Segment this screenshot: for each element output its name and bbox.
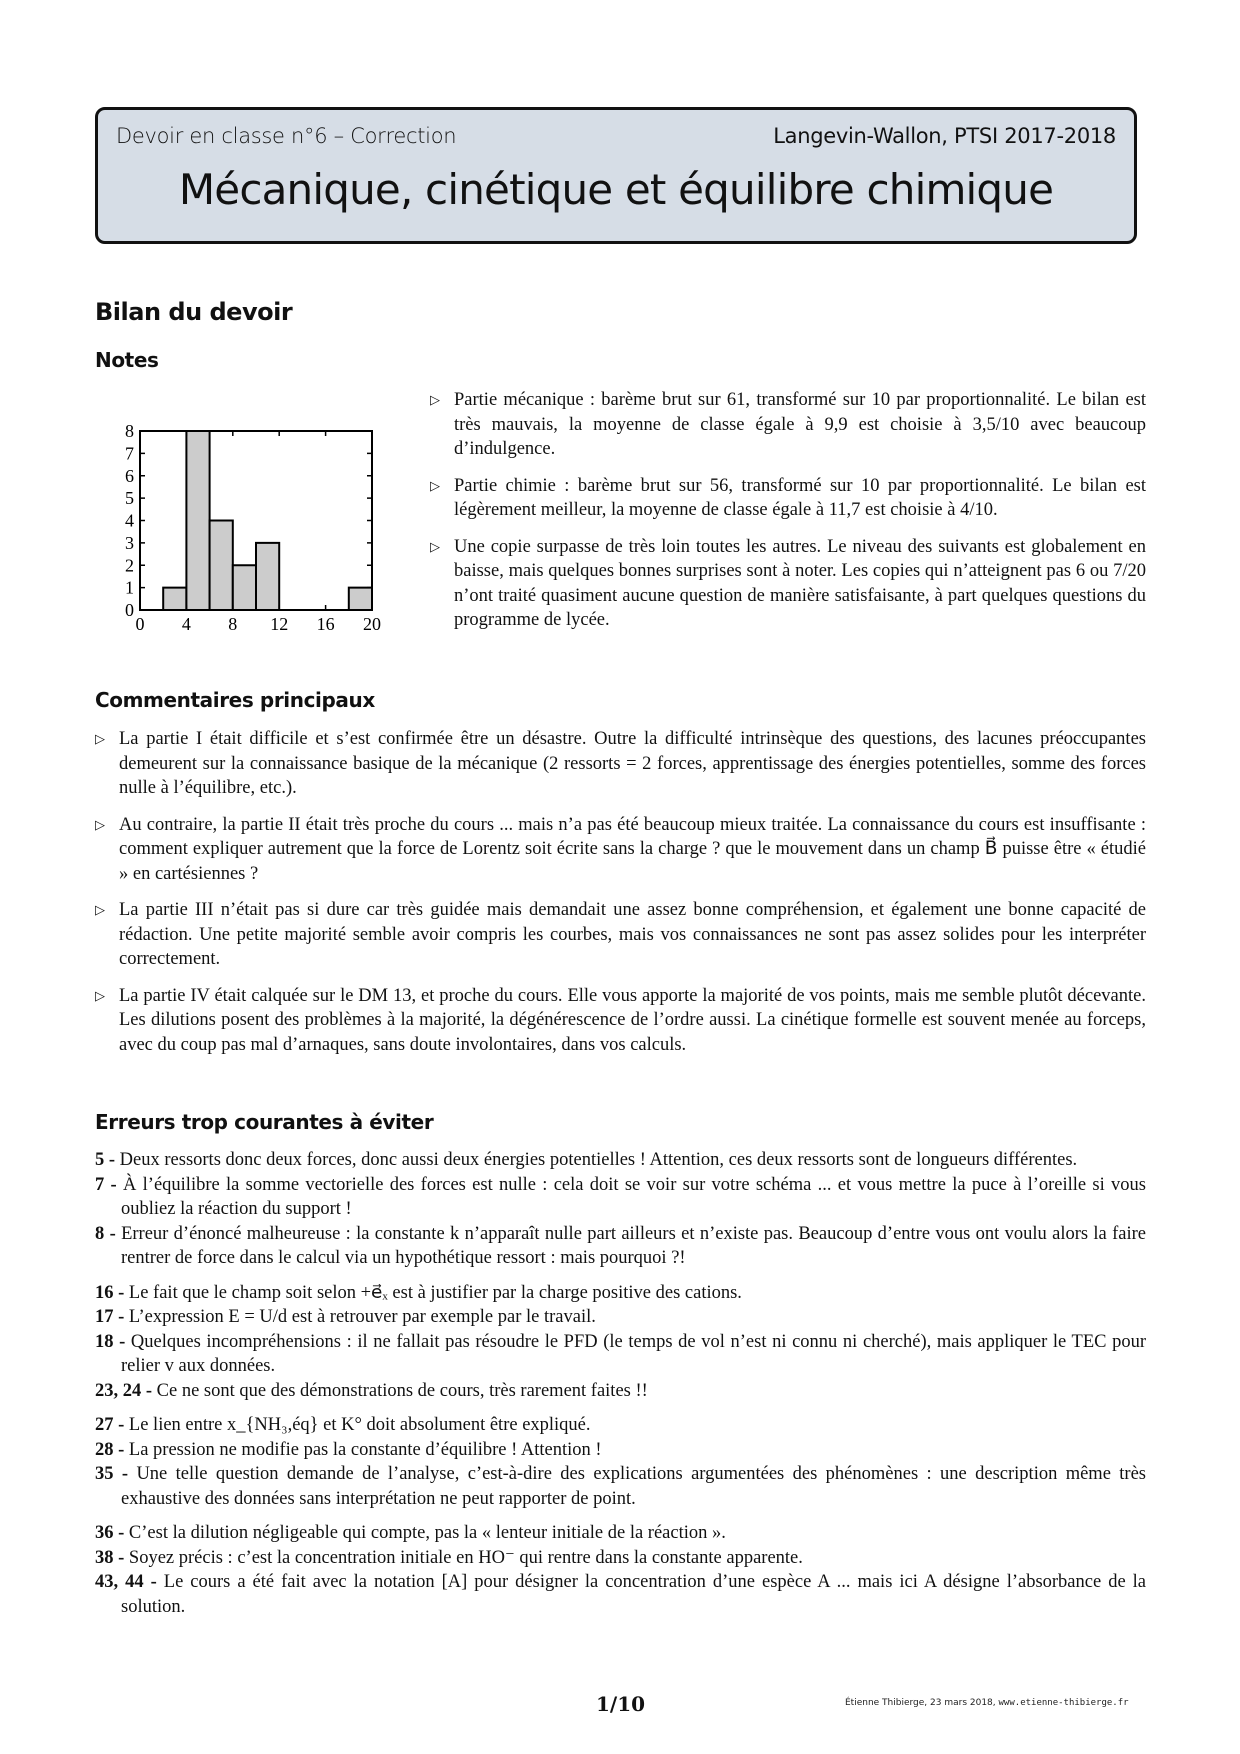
error-item: 36 - C’est la dilution négligeable qui compte, pas la « lenteur initiale de la réaction ». xyxy=(95,1523,726,1543)
grades-histogram xyxy=(110,420,400,645)
section-commentaires: Commentaires principaux xyxy=(95,688,375,712)
triangle-bullet-icon: ▷ xyxy=(95,816,105,832)
svg-text:20: 20 xyxy=(363,614,381,634)
error-item: 23, 24 - Ce ne sont que des démonstrations de cours, très rarement faites !! xyxy=(95,1380,648,1401)
error-item: 5 - Deux ressorts donc deux forces, donc aussi deux énergies potentielles ! Attention, ces deux ressorts sont de longueurs différentes. xyxy=(95,1150,1078,1170)
svg-text:1: 1 xyxy=(125,577,134,598)
header-left: Devoir en classe n°6 – Correction xyxy=(116,124,457,148)
svg-text:16: 16 xyxy=(316,614,335,634)
histogram-bar xyxy=(210,521,233,611)
comment-bullet: ▷ La partie IV était calquée sur le DM 13, et proche du cours. Elle vous apporte la majorité de vos points, mais me semble plutôt décevante. Les dilutions posent des problèmes à la majorité, la dégénérescence de l’ordre aussi. La cinétique formelle est souvent menée au forceps, avec du coup pas mal d’arnaques, sans doute involontaires, dans vos calculs. xyxy=(95,985,1146,1055)
histogram-bar xyxy=(256,543,279,610)
histogram-bar xyxy=(349,588,372,610)
svg-text:8: 8 xyxy=(228,614,238,634)
notes-bullet: ▷ Une copie surpasse de très loin toutes les autres. Le niveau des suivants est globalement en baisse, mais quelques bonnes surprises sont à noter. Les copies qui n’atteignent pas 6 ou 7/20 n’ont traité quasiment aucune question de manière satisfaisante, à part quelques questions du programme de lycée. xyxy=(430,536,1146,630)
triangle-bullet-icon: ▷ xyxy=(430,538,440,554)
document-header xyxy=(95,107,1137,244)
svg-text:5: 5 xyxy=(125,488,134,509)
triangle-bullet-icon: ▷ xyxy=(95,987,105,1003)
svg-text:0: 0 xyxy=(125,600,134,620)
footer-url[interactable]: www.etienne-thibierge.fr xyxy=(998,1698,1129,1708)
notes-bullet: ▷ Partie chimie : barème brut sur 56, transformé sur 10 par proportionnalité. Le bilan est légèrement meilleur, la moyenne de classe égale à 11,7 est choisie à 4/10. xyxy=(430,475,1146,520)
error-item: 16 - Le fait que le champ soit selon +e⃗ₓ est à justifier par la charge positive des cations. xyxy=(95,1282,742,1303)
notes-bullets xyxy=(430,388,1146,645)
histogram-bar xyxy=(233,565,256,610)
svg-text:2: 2 xyxy=(125,555,134,576)
triangle-bullet-icon: ▷ xyxy=(430,392,440,407)
header-right: Langevin-Wallon, PTSI 2017-2018 xyxy=(773,124,1116,148)
svg-text:0: 0 xyxy=(135,614,145,634)
triangle-bullet-icon: ▷ xyxy=(95,731,105,746)
section-notes: Notes xyxy=(95,348,159,372)
comment-bullet: ▷ La partie III n’était pas si dure car très guidée mais demandait une assez bonne compréhension, et également une bonne capacité de rédaction. Une petite majorité semble avoir compris les courbes, mais vos connaissances ne sont pas assez solides pour les interpréter correctement. xyxy=(95,900,1146,969)
svg-text:8: 8 xyxy=(125,421,134,441)
erreurs-list xyxy=(95,1148,1146,1619)
comment-bullet: ▷ La partie I était difficile et s’est confirmée être un désastre. Outre la difficulté intrinsèque des questions, des lacunes préoccupantes demeurent sur la connaissance basique de la mécanique (2 ressorts = 2 forces, apprentissage des énergies potentielles, somme des forces nulle à l’équilibre, etc.). xyxy=(95,729,1146,798)
svg-text:3: 3 xyxy=(125,532,134,553)
footer-credit: Étienne Thibierge, 23 mars 2018, www.etienne-thibierge.fr xyxy=(845,1698,1129,1708)
svg-text:12: 12 xyxy=(270,614,289,634)
page-number: 1/10 xyxy=(596,1692,646,1716)
histogram-bar xyxy=(163,588,186,610)
comment-bullet: ▷ Au contraire, la partie II était très proche du cours ... mais n’a pas été beaucoup mieux traitée. La connaissance du cours est insuffisante : comment expliquer autrement que la force de Lorentz soit écrite sans la charge ? que le mouvement dans un champ B⃗ puisse être « étudié » en cartésiennes ? xyxy=(95,814,1146,884)
error-item: 27 - Le lien entre x_{NH₃,éq} et K° doit absolument être expliqué. xyxy=(95,1415,591,1435)
svg-text:4: 4 xyxy=(181,614,191,634)
error-item: 8 - Erreur d’énoncé malheureuse : la constante k n’apparaît nulle part ailleurs et n’existe pas. Beaucoup d’entre vous ont voulu alors la faire rentrer de force dans le calcul via un hypothétique ressort : mais pourquoi ?! xyxy=(95,1223,1146,1268)
histogram-svg xyxy=(110,420,400,645)
error-item: 38 - Soyez précis : c’est la concentration initiale en HO⁻ qui rentre dans la constante apparente. xyxy=(95,1547,803,1568)
error-item: 18 - Quelques incompréhensions : il ne fallait pas résoudre le PFD (le temps de vol n’est ni connu ni cherché), mais appliquer le TEC pour relier v aux données. xyxy=(95,1331,1146,1376)
svg-text:6: 6 xyxy=(125,465,134,486)
triangle-bullet-icon: ▷ xyxy=(95,902,105,917)
error-item: 17 - L’expression E = U/d est à retrouver par exemple par le travail. xyxy=(95,1307,596,1327)
section-erreurs: Erreurs trop courantes à éviter xyxy=(95,1110,434,1134)
document-title: Mécanique, cinétique et équilibre chimique xyxy=(178,165,1054,214)
svg-text:7: 7 xyxy=(125,443,134,464)
notes-bullet: ▷ Partie mécanique : barème brut sur 61, transformé sur 10 par proportionnalité. Le bilan est très mauvais, la moyenne de classe égale à 9,9 est choisie à 3,5/10 avec beaucoup d’indulgence. xyxy=(430,390,1146,459)
error-item: 28 - La pression ne modifie pas la constante d’équilibre ! Attention ! xyxy=(95,1439,602,1460)
histogram-bar xyxy=(186,431,209,610)
svg-text:4: 4 xyxy=(125,510,134,531)
error-item: 7 - À l’équilibre la somme vectorielle des forces est nulle : cela doit se voir sur votre schéma ... et vous mettre la puce à l’oreille si vous oubliez la réaction du support ! xyxy=(95,1174,1146,1219)
commentaires-list xyxy=(95,727,1146,1069)
section-bilan: Bilan du devoir xyxy=(95,298,293,326)
error-item: 43, 44 - Le cours a été fait avec la notation [A] pour désigner la concentration d’une espèce A ... mais ici A désigne l’absorbance de la solution. xyxy=(95,1572,1146,1617)
triangle-bullet-icon: ▷ xyxy=(430,477,440,493)
error-item: 35 - Une telle question demande de l’analyse, c’est-à-dire des explications argumentées des phénomènes : une description même très exhaustive des données sans interprétation ne peut rapporter de point. xyxy=(95,1464,1147,1509)
